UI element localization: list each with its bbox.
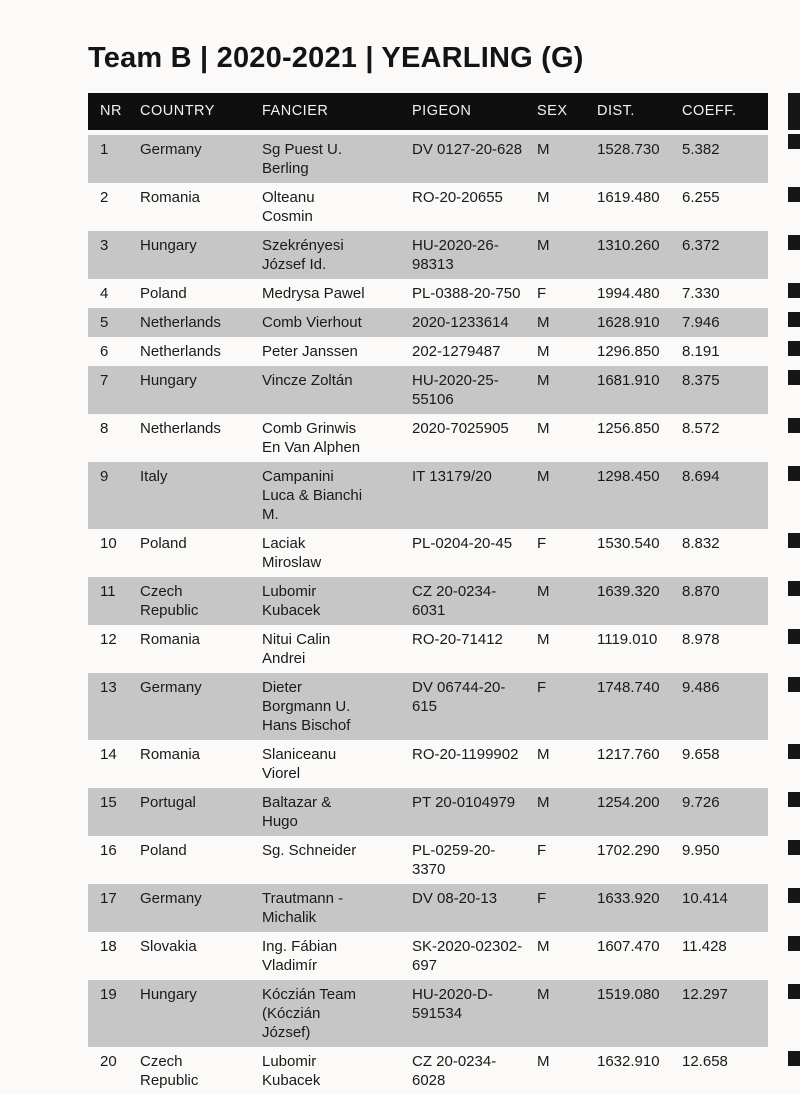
cell-coeff: 7.330 bbox=[682, 285, 720, 302]
cell-country: Romania bbox=[140, 746, 201, 763]
table-body bbox=[88, 130, 768, 1095]
cell-fancier: Slaniceanu Viorel bbox=[262, 746, 337, 782]
adjacent-table-fragment bbox=[788, 134, 800, 149]
cell-pigeon: DV 0127-20-628 bbox=[400, 130, 525, 183]
adjacent-table-fragment bbox=[788, 744, 800, 759]
cell-country: Romania bbox=[140, 631, 201, 648]
cell-fancier: Olteanu Cosmin bbox=[262, 189, 315, 225]
col-header-nr: NR bbox=[88, 93, 128, 130]
cell-country: Italy bbox=[128, 462, 250, 529]
col-header-fancier: FANCIER bbox=[250, 93, 400, 130]
table-row bbox=[88, 884, 768, 932]
cell-pigeon: HU-2020-26-98313 bbox=[400, 231, 525, 279]
cell-country: Poland bbox=[140, 535, 187, 552]
cell-dist: 1633.920 bbox=[585, 884, 670, 932]
cell-country: Hungary bbox=[128, 980, 250, 1047]
adjacent-table-fragment bbox=[788, 312, 800, 327]
cell-nr: 17 bbox=[88, 884, 128, 932]
cell-coeff: 9.486 bbox=[670, 673, 768, 740]
col-header-pigeon: PIGEON bbox=[400, 93, 525, 130]
cell-country: Hungary bbox=[128, 366, 250, 414]
cell-coeff: 9.950 bbox=[682, 842, 720, 859]
cell-nr: 16 bbox=[100, 842, 117, 859]
adjacent-table-fragment bbox=[788, 888, 800, 903]
cell-dist: 1296.850 bbox=[597, 343, 660, 360]
cell-fancier: Lubomir Kubacek bbox=[262, 1053, 321, 1089]
cell-coeff: 5.382 bbox=[670, 130, 768, 183]
cell-pigeon: HU-2020-25-55106 bbox=[400, 366, 525, 414]
cell-coeff: 6.255 bbox=[682, 189, 720, 206]
cell-nr: 6 bbox=[100, 343, 109, 360]
cell-sex: M bbox=[525, 462, 585, 529]
cell-coeff: 7.946 bbox=[670, 308, 768, 337]
cell-pigeon: 2020-1233614 bbox=[400, 308, 525, 337]
adjacent-table-fragment bbox=[788, 533, 800, 548]
cell-dist: 1519.080 bbox=[585, 980, 670, 1047]
cell-country: Portugal bbox=[128, 788, 250, 836]
table-row bbox=[88, 366, 768, 414]
table-row bbox=[88, 577, 768, 625]
cell-dist: 1702.290 bbox=[597, 842, 660, 859]
adjacent-table-fragment bbox=[788, 581, 800, 596]
cell-nr: 3 bbox=[88, 231, 128, 279]
cell-fancier: Comb Grinwis En Van Alphen bbox=[262, 420, 361, 456]
cell-fancier: Trautmann - Michalik bbox=[250, 884, 400, 932]
cell-coeff: 8.191 bbox=[682, 343, 720, 360]
cropped-right-edge bbox=[788, 0, 800, 1095]
table-row bbox=[88, 1047, 768, 1095]
cell-sex: M bbox=[525, 788, 585, 836]
table-row bbox=[88, 183, 768, 231]
cell-dist: 1119.010 bbox=[597, 631, 658, 648]
cell-nr: 7 bbox=[88, 366, 128, 414]
cell-dist: 1639.320 bbox=[585, 577, 670, 625]
cell-dist: 1254.200 bbox=[585, 788, 670, 836]
cell-coeff: 9.726 bbox=[670, 788, 768, 836]
cell-coeff: 12.658 bbox=[682, 1053, 728, 1070]
table-row bbox=[88, 337, 768, 366]
table-row bbox=[88, 231, 768, 279]
cell-fancier: Peter Janssen bbox=[262, 343, 358, 360]
cell-nr: 9 bbox=[88, 462, 128, 529]
cell-country: Hungary bbox=[128, 231, 250, 279]
cell-sex: M bbox=[537, 189, 550, 206]
table-row bbox=[88, 740, 768, 788]
col-header-coeff: COEFF. bbox=[670, 93, 768, 130]
adjacent-table-fragment bbox=[788, 984, 800, 999]
cell-nr: 12 bbox=[100, 631, 117, 648]
adjacent-table-fragment bbox=[788, 466, 800, 481]
cell-nr: 11 bbox=[88, 577, 128, 625]
adjacent-table-fragment bbox=[788, 840, 800, 855]
cell-coeff: 8.375 bbox=[670, 366, 768, 414]
cell-country: Germany bbox=[128, 673, 250, 740]
cell-country: Romania bbox=[140, 189, 201, 206]
table-row bbox=[88, 308, 768, 337]
cell-pigeon: RO-20-71412 bbox=[412, 631, 503, 648]
adjacent-table-fragment bbox=[788, 629, 800, 644]
cell-nr: 20 bbox=[100, 1053, 117, 1070]
cell-dist: 1256.850 bbox=[597, 420, 660, 437]
cell-sex: M bbox=[537, 343, 550, 360]
cell-pigeon: 2020-7025905 bbox=[412, 420, 509, 437]
cell-pigeon: SK-2020-02302-697 bbox=[412, 938, 523, 974]
adjacent-table-fragment bbox=[788, 418, 800, 433]
cell-country: Germany bbox=[128, 884, 250, 932]
table-header bbox=[88, 93, 768, 130]
cell-dist: 1748.740 bbox=[585, 673, 670, 740]
cell-nr: 2 bbox=[100, 189, 109, 206]
cell-coeff: 8.694 bbox=[670, 462, 768, 529]
cell-nr: 4 bbox=[100, 285, 109, 302]
adjacent-table-fragment bbox=[788, 93, 800, 130]
cell-coeff: 8.978 bbox=[682, 631, 720, 648]
cell-pigeon: PT 20-0104979 bbox=[400, 788, 525, 836]
table-row bbox=[88, 836, 768, 884]
col-header-country: COUNTRY bbox=[128, 93, 250, 130]
adjacent-table-fragment bbox=[788, 936, 800, 951]
table-row bbox=[88, 529, 768, 577]
cell-fancier: Baltazar & Hugo bbox=[250, 788, 400, 836]
results-table bbox=[88, 93, 768, 1095]
cell-fancier: Laciak Miroslaw bbox=[262, 535, 322, 571]
adjacent-table-fragment bbox=[788, 370, 800, 385]
cell-pigeon: PL-0259-20-3370 bbox=[412, 842, 496, 878]
cell-sex: F bbox=[537, 842, 547, 859]
cell-country: Germany bbox=[128, 130, 250, 183]
cell-country: Poland bbox=[140, 842, 187, 859]
cell-country: Slovakia bbox=[140, 938, 197, 955]
table-row bbox=[88, 279, 768, 308]
cell-nr: 19 bbox=[88, 980, 128, 1047]
cell-fancier: Ing. Fábian Vladimír bbox=[262, 938, 338, 974]
adjacent-table-fragment bbox=[788, 283, 800, 298]
cell-pigeon: 202-1279487 bbox=[412, 343, 501, 360]
cell-nr: 14 bbox=[100, 746, 117, 763]
table-row bbox=[88, 788, 768, 836]
cell-sex: M bbox=[525, 577, 585, 625]
cell-sex: F bbox=[537, 285, 547, 302]
cell-sex: M bbox=[537, 420, 550, 437]
cell-pigeon: CZ 20-0234-6028 bbox=[412, 1053, 497, 1089]
cell-coeff: 11.428 bbox=[682, 938, 727, 955]
cell-pigeon: DV 06744-20-615 bbox=[400, 673, 525, 740]
col-header-dist: DIST. bbox=[585, 93, 670, 130]
cell-sex: F bbox=[525, 884, 585, 932]
cell-pigeon: RO-20-20655 bbox=[412, 189, 503, 206]
adjacent-table-fragment bbox=[788, 792, 800, 807]
table-row bbox=[88, 625, 768, 673]
page-title: Team B | 2020-2021 | YEARLING (G) bbox=[88, 42, 584, 74]
cell-sex: F bbox=[525, 673, 585, 740]
cell-country: Poland bbox=[140, 285, 187, 302]
cell-pigeon: PL-0204-20-45 bbox=[412, 535, 513, 552]
cell-sex: M bbox=[525, 231, 585, 279]
cell-sex: M bbox=[525, 130, 585, 183]
cell-fancier: Sg Puest U. Berling bbox=[250, 130, 400, 183]
cell-sex: F bbox=[537, 535, 547, 552]
cell-dist: 1528.730 bbox=[585, 130, 670, 183]
cell-dist: 1632.910 bbox=[597, 1053, 660, 1070]
cell-fancier: Dieter Borgmann U. Hans Bischof bbox=[250, 673, 400, 740]
cell-coeff: 8.832 bbox=[682, 535, 720, 552]
table-row bbox=[88, 673, 768, 740]
cell-pigeon: PL-0388-20-750 bbox=[412, 285, 521, 302]
cell-fancier: Szekrényesi József Id. bbox=[250, 231, 400, 279]
cell-fancier: Sg. Schneider bbox=[262, 842, 357, 859]
cell-nr: 5 bbox=[88, 308, 128, 337]
adjacent-table-fragment bbox=[788, 341, 800, 356]
table-header-row bbox=[88, 93, 768, 130]
col-header-sex: SEX bbox=[525, 93, 585, 130]
adjacent-table-fragment bbox=[788, 187, 800, 202]
adjacent-table-fragment bbox=[788, 677, 800, 692]
cell-fancier: Medrysa Pawel bbox=[262, 285, 365, 302]
cell-pigeon: HU-2020-D-591534 bbox=[400, 980, 525, 1047]
cell-pigeon: DV 08-20-13 bbox=[400, 884, 525, 932]
cell-nr: 8 bbox=[100, 420, 109, 437]
cell-coeff: 8.572 bbox=[682, 420, 720, 437]
table-row bbox=[88, 980, 768, 1047]
adjacent-table-fragment bbox=[788, 235, 800, 250]
adjacent-table-fragment bbox=[788, 1051, 800, 1066]
cell-dist: 1994.480 bbox=[597, 285, 660, 302]
cell-fancier: Kóczián Team (Kóczián József) bbox=[250, 980, 400, 1047]
cell-sex: M bbox=[537, 631, 550, 648]
table-row bbox=[88, 932, 768, 980]
cell-sex: M bbox=[525, 980, 585, 1047]
cell-fancier: Comb Vierhout bbox=[250, 308, 400, 337]
cell-nr: 10 bbox=[100, 535, 117, 552]
cell-nr: 13 bbox=[88, 673, 128, 740]
cell-sex: M bbox=[525, 308, 585, 337]
cell-sex: M bbox=[537, 746, 550, 763]
cell-pigeon: CZ 20-0234-6031 bbox=[400, 577, 525, 625]
cell-fancier: Campanini Luca & Bianchi M. bbox=[250, 462, 400, 529]
cell-nr: 1 bbox=[88, 130, 128, 183]
cell-sex: M bbox=[537, 1053, 550, 1070]
cell-coeff: 8.870 bbox=[670, 577, 768, 625]
table-row bbox=[88, 130, 768, 183]
cell-sex: M bbox=[525, 366, 585, 414]
cell-country: Czech Republic bbox=[128, 577, 250, 625]
cell-coeff: 9.658 bbox=[682, 746, 720, 763]
cell-country: Netherlands bbox=[140, 420, 221, 437]
cell-dist: 1298.450 bbox=[585, 462, 670, 529]
cell-dist: 1681.910 bbox=[585, 366, 670, 414]
cell-coeff: 10.414 bbox=[670, 884, 768, 932]
cell-pigeon: IT 13179/20 bbox=[400, 462, 525, 529]
table-row bbox=[88, 462, 768, 529]
cell-pigeon: RO-20-1199902 bbox=[412, 746, 519, 763]
cell-dist: 1217.760 bbox=[597, 746, 660, 763]
cell-sex: M bbox=[537, 938, 550, 955]
cell-coeff: 12.297 bbox=[670, 980, 768, 1047]
cell-nr: 15 bbox=[88, 788, 128, 836]
cell-fancier: Lubomir Kubacek bbox=[250, 577, 400, 625]
cell-dist: 1530.540 bbox=[597, 535, 660, 552]
cell-country: Czech Republic bbox=[140, 1053, 199, 1089]
table-row bbox=[88, 414, 768, 462]
cell-fancier: Nitui Calin Andrei bbox=[262, 631, 331, 667]
cell-fancier: Vincze Zoltán bbox=[250, 366, 400, 414]
cell-dist: 1310.260 bbox=[585, 231, 670, 279]
cell-dist: 1628.910 bbox=[585, 308, 670, 337]
cell-country: Netherlands bbox=[128, 308, 250, 337]
cell-nr: 18 bbox=[100, 938, 117, 955]
cell-coeff: 6.372 bbox=[670, 231, 768, 279]
cell-dist: 1619.480 bbox=[597, 189, 660, 206]
cell-country: Netherlands bbox=[140, 343, 221, 360]
cell-dist: 1607.470 bbox=[597, 938, 660, 955]
